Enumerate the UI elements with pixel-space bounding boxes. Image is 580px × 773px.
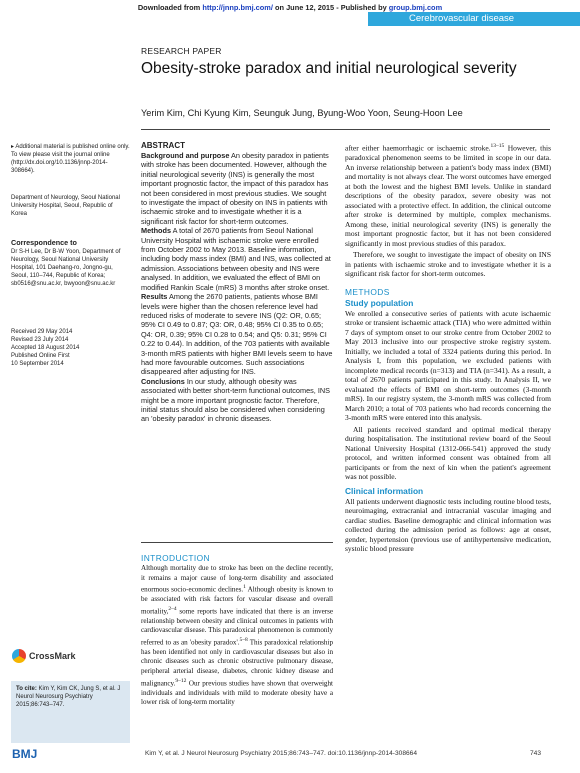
footer-citation: Kim Y, et al. J Neurol Neurosurg Psychiatry 2015;86:743–747. doi:10.1136/jnnp-2014-308664: [145, 750, 417, 757]
affiliation: Department of Neurology, Seoul National University Hospital, Seoul, Republic of Korea: [11, 195, 120, 217]
article-title: Obesity-stroke paradox and initial neurological severity: [141, 60, 517, 77]
download-banner: Downloaded from http://jnnp.bmj.com/ on June 12, 2015 - Published by group.bmj.com: [137, 3, 443, 12]
page-number: 743: [530, 750, 542, 757]
divider: [141, 542, 333, 543]
crossmark-logo[interactable]: CrossMark: [12, 649, 76, 663]
citation-box: To cite: Kim Y, Kim CK, Jung S, et al. J Neurol Neurosurg Psychiatry 2015;86:743–747.: [11, 681, 130, 743]
divider: [141, 129, 550, 130]
category-band: Cerebrovascular disease: [368, 12, 580, 26]
bmj-logo: BMJ: [12, 747, 38, 761]
author-list: Yerim Kim, Chi Kyung Kim, Seunguk Jung, Byung-Woo Yoon, Seung-Hoon Lee: [141, 108, 463, 118]
supplementary-note: ▸ Additional material is published online only. To view please visit the journal online (http://dx.doi.org/10.1136/jnnp-2014-308664).: [11, 144, 130, 174]
journal-link[interactable]: http://jnnp.bmj.com/: [202, 3, 273, 12]
group-link[interactable]: group.bmj.com: [388, 3, 443, 12]
article-dates: Received 29 May 2014 Revised 23 July 2014 Accepted 18 August 2014 Published Online First 10 September 2014: [11, 329, 80, 367]
section-label: RESEARCH PAPER: [141, 46, 222, 56]
correspondence: Correspondence to Dr S-H Lee, Dr B-W Yoon, Department of Neurology, Seoul National University Hospital, 101 Daehang-ro, Jongno-gu, Seoul, 110–744, Republic of Korea; sb0516@snu.ac.kr, bwyoon@snu.ac.kr: [11, 238, 121, 287]
right-column: after either haemorrhagic or ischaemic stroke.$^{13-15}$ However, this paradoxical phenomenon seems to be limited in scope in our data. An inverse relationship between a patient's body mass index (BMI) and mortality is not always clear. The worst outcomes have emerged at both the lowest and the highest BMI levels. Unlike in standard descriptions of the obesity paradox, severe obesity was not associated with a protective effect. In addition, the clinical outcome after stroke is determined by multiple, complex mechanisms. Among these, initial neurological severity (INS) is generally the most important prognostic factor, but it has not been considered significantly in most previous studies of this paradox. Therefore, we sought to investigate the impact of obesity on INS in patients with ischaemic stroke and to investigate whether it is a significant risk factor for short-term outcomes. METHODS Study population We enrolled a consecutive series of patients with acute ischaemic stroke or transient ischaemic attack (TIA) who were admitted within 7 days of symptom onset to our stroke centre from October 2002 to May 2013 inclusive into our prospective stroke registry system. Initially, we included a total of 3324 patients during this period. In Analysis I, from this population, we excluded patients with incomplete medical records (n=313) and TIA (n=341). As a result, a total of 2670 patients participated in this study. In Analysis II, we evaluated the effects of BMI on short-term outcomes (3-month mRS). In our registry system, the 3-month mRS was collected from March 2010; a total of 703 patients who had records concerning the 3-month mRS were entered into this analysis. All patients received standard and optimal medical therapy during hospitalisation. The institutional review board of the Seoul National University Hospital (1312-066-541) approved the study protocol, and written informed consent was obtained from all participants or from the next of kin when the patient's agreement was not possible. Clinical information All patients underwent diagnostic tests including routine blood tests, neuroimaging, extracranial and intracranial vascular imaging and cardiac studies. Baseline demographic and clinical information was collected during the admission period as follows: age at onset, gender, hypertension (previous use of antihypertensive medication, systolic blood pressure: [345, 143, 551, 553]
abstract: ABSTRACT Background and purpose An obesity paradox in patients with stroke has been documented. However, although the initial neurological severity (INS) is generally the most important prognostic factor, the impact of this paradox has not been considered in most previous studies. We sought to investigate the impact of obesity on INS in patients with ischaemic stroke and to investigate whether it is a significant risk factor for short-term outcomes. Methods A total of 2670 patients from Seoul National University Hospital with ischaemic stroke were enrolled from October 2002 to May 2013. Baseline information, including body mass index (BMI) and INS, was collected at admission. Associations between obesity and INS were analysed. In addition, we evaluated the effect of BMI on modified Rankin Scale (mRS) 3 months after stroke onset. Results Among the 2670 patients, patients whose BMI levels were higher than the chosen reference level had reduced risks of moderate to severe INS (Q2: OR, 0.65; 95% CI 0.49 to 0.87; Q3: OR, 0.48; 95% CI 0.35 to 0.65; Q4: OR, 0.39; 95% CI 0.28 to 0.54; and Q5: 0.31; 95% CI 0.22 to 0.44). In addition, of the 703 patients with available 3-month mRS patients with higher BMI levels seem to have had more favourable outcomes. Such associations disappeared after adjusting for INS. Conclusions In our study, although obesity was associated with better short-term functional outcomes, INS might be a more important prognostic factor. Therefore, initial status should also be considered when considering an 'obesity paradox' in chronic diseases.: [141, 141, 333, 424]
introduction: INTRODUCTION Although mortality due to stroke has been on the decline recently, it remains a major cause of long-term disability and associated enormous socio-economic declines.$^1$ Although obesity is known to be associated with risk factors for vascular disease and overall mortality,$^{2-4}$ some reports have indicated that there is an inverse relationship between obesity and clinical outcomes in patients with cardiovascular disease. This paradoxical phenomenon is commonly referred to as an 'obesity paradox'.$^{5-8}$ This paradoxical relationship has been identified not only in cardiovascular diseases but also in chronic diseases such as chronic obstructive pulmonary disease, peripheral arterial disease, diabetes, chronic kidney disease and malignancy.$^{9-12}$ Our previous studies have shown that overweight individuals and individuals with mild to moderate obesity have a lower risk of long-term mortality: [141, 553, 333, 707]
crossmark-icon: [12, 649, 26, 663]
